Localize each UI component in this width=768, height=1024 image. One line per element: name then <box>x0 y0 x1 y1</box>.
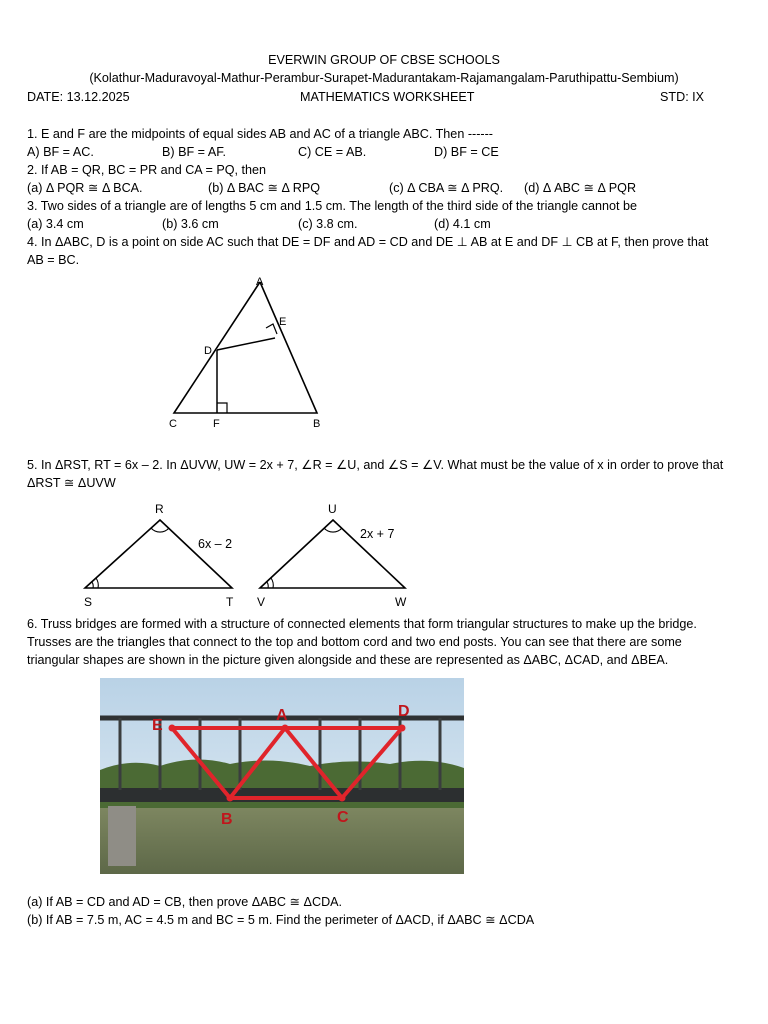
q3-option-a: (a) 3.4 cm <box>27 217 84 231</box>
q5-line-2: ΔRST ≅ ΔUVW <box>27 476 116 490</box>
right-angle-f-icon <box>217 403 227 413</box>
q1-option-d: D) BF = CE <box>434 145 499 159</box>
q2-option-b: (b) Δ BAC ≅ Δ RPQ <box>208 181 321 195</box>
angle-v-arc-1 <box>271 578 273 588</box>
angle-u-arc <box>324 528 342 532</box>
q1-option-a: A) BF = AC. <box>27 145 94 159</box>
angle-s-arc-2 <box>92 582 93 588</box>
right-angle-e-icon <box>266 324 277 334</box>
label-f: F <box>213 418 220 430</box>
school-branches: (Kolathur-Maduravoyal-Mathur-Perambur-Surapet-Madurantakam-Rajamangalam-Paruthipattu-Sembium) <box>89 71 679 85</box>
label-d: D <box>204 345 212 357</box>
q3-option-c: (c) 3.8 cm. <box>298 217 358 231</box>
q6-line-3: triangular shapes are shown in the picture given alongside and these are represented as ΔABC, ΔCAD, and ΔBEA. <box>27 653 669 667</box>
q2-option-a: (a) Δ PQR ≅ Δ BCA. <box>27 181 143 195</box>
q1-option-c: C) CE = AB. <box>298 145 367 159</box>
q3-option-b: (b) 3.6 cm <box>162 217 219 231</box>
q4-triangle-figure <box>160 270 340 435</box>
school-name: EVERWIN GROUP OF CBSE SCHOOLS <box>268 53 500 67</box>
worksheet-std: STD: IX <box>660 90 705 104</box>
q6-part-b: (b) If AB = 7.5 m, AC = 4.5 m and BC = 5 m. Find the perimeter of ΔACD, if ΔABC ≅ ΔCDA <box>27 913 535 927</box>
angle-s-arc-1 <box>96 578 98 588</box>
label-r: R <box>155 502 164 516</box>
angle-v-arc-2 <box>267 582 268 588</box>
label-uw-length: 2x + 7 <box>360 527 395 541</box>
photo-label-e: E <box>152 717 163 734</box>
q3-option-d: (d) 4.1 cm <box>434 217 491 231</box>
label-t: T <box>226 595 234 609</box>
q2-option-d: (d) Δ ABC ≅ Δ PQR <box>524 181 637 195</box>
label-v: V <box>257 595 266 609</box>
photo-label-b: B <box>221 811 233 828</box>
river-water <box>100 808 464 874</box>
q4-line-1: 4. In ΔABC, D is a point on side AC such that DE = DF and AD = CD and DE ⊥ AB at E and DF ⊥ CB at F, then prove that <box>27 235 709 249</box>
label-w: W <box>395 595 407 609</box>
angle-r-arc <box>151 528 169 532</box>
q2-stem: 2. If AB = QR, BC = PR and CA = PQ, then <box>27 163 267 177</box>
photo-label-c: C <box>337 809 349 826</box>
q4-line-2: AB = BC. <box>27 253 80 267</box>
label-b: B <box>313 418 321 430</box>
label-s: S <box>84 595 93 609</box>
bridge-pier <box>108 806 136 866</box>
photo-label-d: D <box>398 703 410 720</box>
tree-line <box>100 759 464 810</box>
q1-option-b: B) BF = AF. <box>162 145 227 159</box>
label-c: C <box>169 418 177 430</box>
truss-bridge-photo <box>100 678 464 874</box>
triangle-abc <box>174 282 317 413</box>
q2-option-c: (c) Δ CBA ≅ Δ PRQ. <box>389 181 504 195</box>
q5-line-1: 5. In ΔRST, RT = 6x – 2. In ΔUVW, UW = 2x + 7, ∠R = ∠U, and ∠S = ∠V. What must be the value of x in order to prove that <box>27 458 724 472</box>
q6-line-2: Trusses are the triangles that connect to the top and bottom cord and two end posts. You can see that there are some <box>27 635 682 649</box>
q5-triangles-figure <box>70 500 430 612</box>
worksheet-title: MATHEMATICS WORKSHEET <box>300 90 475 104</box>
triangle-rst <box>85 520 232 588</box>
q1-stem: 1. E and F are the midpoints of equal sides AB and AC of a triangle ABC. Then ------ <box>27 127 493 141</box>
worksheet-date: DATE: 13.12.2025 <box>27 90 130 104</box>
label-u: U <box>328 502 337 516</box>
q6-line-1: 6. Truss bridges are formed with a structure of connected elements that form triangular structures to make up the bridge. <box>27 617 697 631</box>
label-a: A <box>256 276 264 288</box>
label-e: E <box>279 316 287 328</box>
q6-part-a: (a) If AB = CD and AD = CB, then prove ΔABC ≅ ΔCDA. <box>27 895 343 909</box>
photo-label-a: A <box>276 707 288 724</box>
q3-stem: 3. Two sides of a triangle are of lengths 5 cm and 1.5 cm. The length of the third side of the triangle cannot be <box>27 199 638 213</box>
label-rt-length: 6x – 2 <box>198 537 233 551</box>
segment-de <box>217 338 275 350</box>
